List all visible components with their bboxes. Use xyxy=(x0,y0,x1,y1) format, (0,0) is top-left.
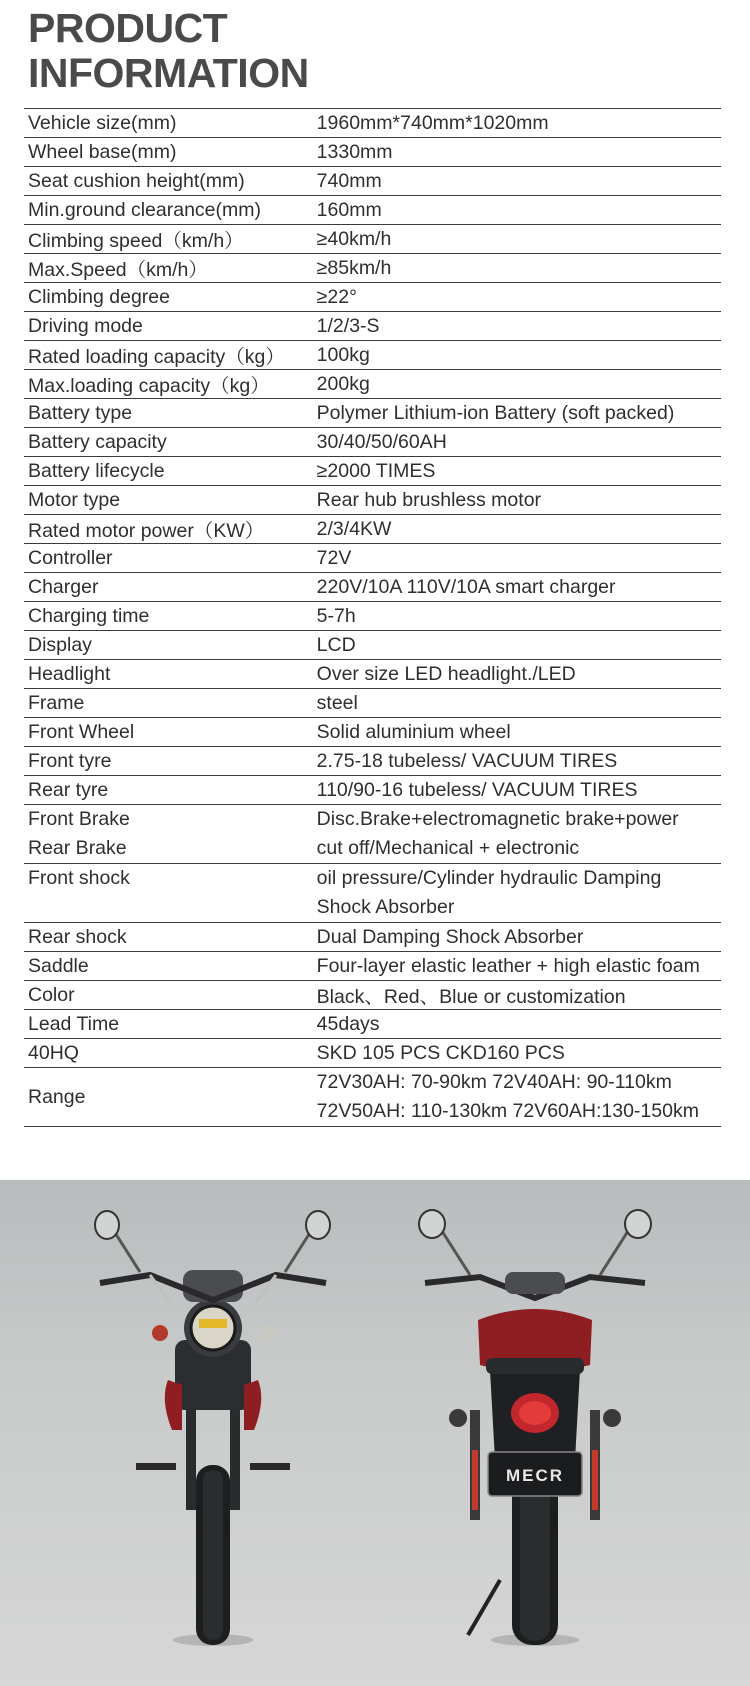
spec-row xyxy=(24,573,721,602)
spec-row xyxy=(24,718,721,747)
spec-row xyxy=(24,602,721,631)
motorcycle-front-view xyxy=(95,1211,330,1646)
spec-value: 200kg xyxy=(313,370,721,399)
spec-value xyxy=(313,805,721,864)
spec-value-line: Disc.Brake+electromagnetic brake+power xyxy=(316,808,679,830)
spec-value: 72V xyxy=(313,544,721,573)
spec-value-line: oil pressure/Cylinder hydraulic Damping xyxy=(316,867,662,889)
spec-key: Headlight xyxy=(24,660,313,689)
spec-value: Solid aluminium wheel xyxy=(313,718,721,747)
spec-value: 1330mm xyxy=(313,138,721,167)
spec-key: Color xyxy=(24,981,313,1010)
spec-key: Max.loading capacity（kg） xyxy=(24,370,313,399)
spec-row xyxy=(24,776,721,805)
spec-value-line: 72V50AH: 110-130km 72V60AH:130-150km xyxy=(316,1100,699,1122)
spec-value xyxy=(313,1068,721,1127)
spec-row-range xyxy=(24,1068,721,1127)
spec-key-line: Rear Brake xyxy=(28,837,127,859)
spec-row xyxy=(24,312,721,341)
rear-plate-text: MECR xyxy=(505,1466,565,1485)
spec-key: Rear shock xyxy=(24,923,313,952)
spec-row xyxy=(24,952,721,981)
spec-row xyxy=(24,660,721,689)
spec-key-line: Front shock xyxy=(28,867,130,889)
spec-row xyxy=(24,1039,721,1068)
spec-row-front-shock xyxy=(24,864,721,923)
spec-key: Vehicle size(mm) xyxy=(24,109,313,138)
spec-value: Dual Damping Shock Absorber xyxy=(313,923,721,952)
spec-key: Range xyxy=(24,1068,313,1127)
spec-row xyxy=(24,370,721,399)
spec-value: 160mm xyxy=(313,196,721,225)
spec-key: Seat cushion height(mm) xyxy=(24,167,313,196)
spec-value: ≥40km/h xyxy=(313,225,721,254)
spec-value xyxy=(313,864,721,923)
spec-value: Black、Red、Blue or customization xyxy=(313,981,721,1010)
spec-value: 740mm xyxy=(313,167,721,196)
spec-key: Driving mode xyxy=(24,312,313,341)
spec-row xyxy=(24,747,721,776)
spec-key xyxy=(24,805,313,864)
title-line-1: PRODUCT xyxy=(28,5,228,51)
spec-value: 220V/10A 110V/10A smart charger xyxy=(313,573,721,602)
spec-value: Polymer Lithium-ion Battery (soft packed) xyxy=(313,399,721,428)
spec-value: 2/3/4KW xyxy=(313,515,721,544)
spec-value: 30/40/50/60AH xyxy=(313,428,721,457)
spec-value: 1/2/3-S xyxy=(313,312,721,341)
spec-row xyxy=(24,631,721,660)
spec-row xyxy=(24,341,721,370)
spec-key xyxy=(24,864,313,923)
spec-value: ≥2000 TIMES xyxy=(313,457,721,486)
spec-value: 100kg xyxy=(313,341,721,370)
spec-value: 5-7h xyxy=(313,602,721,631)
spec-value: 2.75-18 tubeless/ VACUUM TIRES xyxy=(313,747,721,776)
spec-key-line: Front Brake xyxy=(28,808,130,830)
motorcycles-illustration xyxy=(0,1180,750,1686)
spec-key: Rated motor power（KW） xyxy=(24,515,313,544)
spec-key: 40HQ xyxy=(24,1039,313,1068)
spec-key: Min.ground clearance(mm) xyxy=(24,196,313,225)
spec-value: ≥85km/h xyxy=(313,254,721,283)
spec-key: Rated loading capacity（kg） xyxy=(24,341,313,370)
spec-value-line: cut off/Mechanical + electronic xyxy=(316,837,580,859)
spec-key: Front tyre xyxy=(24,747,313,776)
spec-row xyxy=(24,225,721,254)
spec-value: Four-layer elastic leather + high elastic foam xyxy=(313,952,721,981)
spec-value: 45days xyxy=(313,1010,721,1039)
spec-row xyxy=(24,167,721,196)
motorcycle-rear-view xyxy=(419,1210,651,1646)
spec-value: SKD 105 PCS CKD160 PCS xyxy=(313,1039,721,1068)
spec-row xyxy=(24,138,721,167)
spec-table xyxy=(24,108,721,1127)
spec-key: Battery capacity xyxy=(24,428,313,457)
spec-value: ≥22° xyxy=(313,283,721,312)
spec-key: Max.Speed（km/h） xyxy=(24,254,313,283)
spec-row-brake xyxy=(24,805,721,864)
spec-value-line: 72V30AH: 70-90km 72V40AH: 90-110km xyxy=(316,1071,672,1093)
spec-value: steel xyxy=(313,689,721,718)
spec-key: Climbing speed（km/h） xyxy=(24,225,313,254)
spec-row xyxy=(24,486,721,515)
spec-row xyxy=(24,109,721,138)
spec-row xyxy=(24,689,721,718)
spec-row xyxy=(24,1010,721,1039)
spec-key: Display xyxy=(24,631,313,660)
spec-key: Rear tyre xyxy=(24,776,313,805)
spec-key: Controller xyxy=(24,544,313,573)
spec-row xyxy=(24,428,721,457)
spec-row xyxy=(24,923,721,952)
spec-value: LCD xyxy=(313,631,721,660)
product-photo xyxy=(0,1180,750,1686)
spec-row xyxy=(24,399,721,428)
spec-key: Wheel base(mm) xyxy=(24,138,313,167)
spec-row xyxy=(24,981,721,1010)
spec-key: Saddle xyxy=(24,952,313,981)
spec-value: Rear hub brushless motor xyxy=(313,486,721,515)
spec-row xyxy=(24,283,721,312)
spec-key: Charger xyxy=(24,573,313,602)
spec-key: Battery type xyxy=(24,399,313,428)
spec-value: 110/90-16 tubeless/ VACUUM TIRES xyxy=(313,776,721,805)
spec-row xyxy=(24,544,721,573)
spec-row xyxy=(24,457,721,486)
spec-key: Battery lifecycle xyxy=(24,457,313,486)
spec-value-line: Shock Absorber xyxy=(316,896,455,918)
spec-key: Climbing degree xyxy=(24,283,313,312)
spec-value: Over size LED headlight./LED xyxy=(313,660,721,689)
spec-row xyxy=(24,515,721,544)
spec-row xyxy=(24,254,721,283)
page-title xyxy=(28,6,309,96)
spec-key: Motor type xyxy=(24,486,313,515)
spec-key: Front Wheel xyxy=(24,718,313,747)
title-line-2: INFORMATION xyxy=(28,50,309,96)
spec-key: Frame xyxy=(24,689,313,718)
spec-key: Lead Time xyxy=(24,1010,313,1039)
spec-key: Charging time xyxy=(24,602,313,631)
spec-row xyxy=(24,196,721,225)
spec-table-body xyxy=(24,109,721,1127)
spec-value: 1960mm*740mm*1020mm xyxy=(313,109,721,138)
